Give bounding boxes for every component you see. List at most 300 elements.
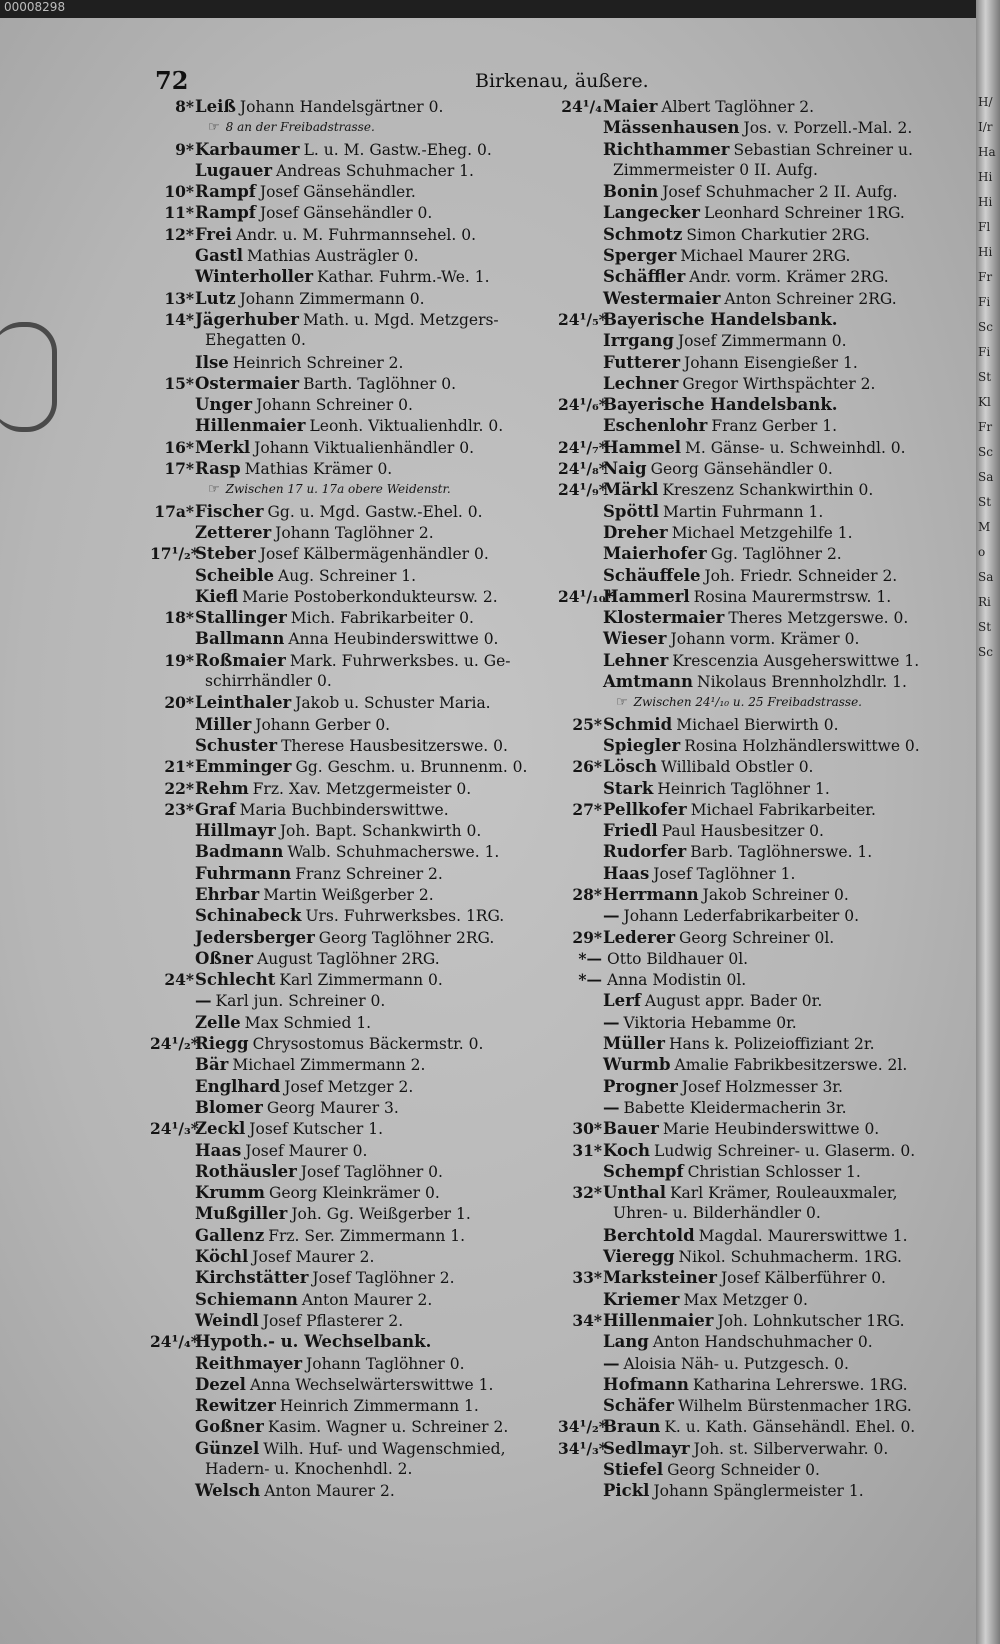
resident-details: Amalie Fabrikbesitzerswe. 2l. [674, 1056, 908, 1075]
house-number: 24¹/₈* [558, 459, 607, 479]
note-text: Zwischen 17 u. 17a obere Weidenstr. [225, 482, 451, 497]
surname: Kiefl [195, 586, 239, 606]
surname: Hofmann [603, 1374, 689, 1394]
surname: Leinthaler [195, 693, 292, 713]
resident-details: Joh. Lohnkutscher 1RG. [717, 1311, 905, 1330]
surname: — [603, 1012, 620, 1032]
directory-entry [558, 373, 946, 394]
directory-entry [558, 1076, 946, 1097]
surname: Rasp [195, 459, 241, 479]
resident-details: August appr. Bader 0r. [644, 992, 823, 1011]
resident-details: Kreszenz Schankwirthin 0. [662, 481, 874, 500]
directory-entry [558, 543, 946, 564]
surname: Lutz [195, 288, 236, 308]
resident-details: Josef Pflasterer 2. [262, 1311, 404, 1330]
resident-details: Willibald Obstler 0. [660, 758, 814, 777]
house-number: 24¹/₅* [558, 309, 607, 329]
surname: Bonin [603, 182, 659, 202]
resident-details: Max Metzger 0. [683, 1290, 808, 1309]
resident-details: Hans k. Polizeioffiziant 2r. [669, 1035, 875, 1054]
surname: Märkl [603, 480, 659, 500]
resident-details: Andr. vorm. Krämer 2RG. [689, 268, 889, 287]
resident-details: Joh. Gg. Weißgerber 1. [291, 1205, 471, 1224]
directory-entry [150, 437, 545, 458]
resident-details: Mark. Fuhrwerksbes. u. Ge- [289, 651, 511, 670]
surname: Sperger [603, 246, 677, 266]
resident-details: Andr. u. M. Fuhrmannsehel. 0. [235, 225, 477, 244]
surname: Müller [603, 1034, 665, 1054]
surname: Mässenhausen [603, 118, 740, 138]
directory-entry [150, 1118, 545, 1139]
resident-details: Ludwig Schreiner- u. Glaserm. 0. [654, 1141, 916, 1160]
surname: Bär [195, 1055, 229, 1075]
resident-details: Anton Handschuhmacher 0. [652, 1333, 873, 1352]
directory-entry [150, 352, 545, 373]
house-number: 9* [175, 139, 194, 159]
surname: Spiegler [603, 735, 681, 755]
resident-details: Paul Hausbesitzer 0. [661, 822, 824, 841]
resident-details: Marie Heubinderswittwe 0. [662, 1120, 880, 1139]
adjacent-page-text: H/ I/r Ha Hi Hi Fl Hi Fr Fi Sc Fi St Kl Fr Sc Sa St Mo Sa Ri St Sc [978, 95, 996, 659]
surname: Koch [603, 1140, 651, 1160]
resident-details: Josef Maurer 0. [245, 1141, 368, 1160]
surname: Winterholler [195, 267, 314, 287]
resident-details: Kathar. Fuhrm.-We. 1. [317, 268, 490, 287]
surname: Schempf [603, 1161, 684, 1181]
directory-entry [558, 799, 946, 820]
street-note [150, 479, 545, 500]
directory-entry [150, 1374, 545, 1395]
house-number: 24¹/₂* [150, 1034, 199, 1054]
directory-entry [558, 266, 946, 287]
directory-entry [558, 820, 946, 841]
directory-entry [150, 927, 545, 948]
directory-entry [150, 288, 545, 309]
resident-details: Heinrich Schreiner 2. [232, 353, 404, 372]
house-number: 24¹/₄* [150, 1332, 199, 1352]
directory-entry [150, 586, 545, 607]
house-number: 25* [572, 714, 602, 734]
directory-entry [150, 841, 545, 862]
house-number: 29* [572, 927, 602, 947]
directory-entry [150, 1246, 545, 1267]
resident-details: Katharina Lehrerswe. 1RG. [692, 1375, 908, 1394]
directory-entry [150, 394, 545, 415]
surname: Rampf [195, 203, 256, 223]
directory-entry [558, 1289, 946, 1310]
directory-entry [558, 1182, 946, 1203]
directory-entry [558, 309, 946, 330]
surname: Eschenlohr [603, 416, 708, 436]
surname: Richthammer [603, 139, 730, 159]
resident-details: Sebastian Schreiner u. [733, 140, 913, 159]
directory-entry [558, 1012, 946, 1033]
pointing-hand-icon: ☞ [208, 482, 220, 498]
directory-entry [558, 1267, 946, 1288]
surname: Dreher [603, 522, 668, 542]
resident-details: Joh. Friedr. Schneider 2. [704, 566, 898, 585]
surname: Irrgang [603, 331, 674, 351]
resident-details: Johann Viktualienhändler 0. [254, 438, 474, 457]
directory-entry [150, 181, 545, 202]
directory-entry [558, 1140, 946, 1161]
surname: Kirchstätter [195, 1268, 309, 1288]
entry-continuation: Ehegatten 0. [205, 331, 306, 350]
resident-details: Viktoria Hebamme 0r. [623, 1013, 797, 1032]
scan-id: 00008298 [4, 0, 66, 14]
resident-details: Georg Gänsehändler 0. [650, 460, 833, 479]
house-number: *— [578, 948, 602, 968]
house-number: 17¹/₂* [150, 544, 199, 564]
surname: Riegg [195, 1034, 249, 1054]
resident-details: Gg. Taglöhner 2. [710, 545, 842, 564]
resident-details: Johann Taglöhner 2. [275, 523, 434, 542]
resident-details: Leonh. Viktualienhdlr. 0. [309, 417, 504, 436]
surname: Zetterer [195, 522, 272, 542]
directory-entry [558, 415, 946, 436]
resident-details: Karl jun. Schreiner 0. [215, 992, 386, 1011]
directory-entry [150, 415, 545, 436]
note-text: 8 an der Freibadstrasse. [225, 120, 375, 135]
surname: Langecker [603, 203, 700, 223]
house-number: 28* [572, 884, 602, 904]
resident-details: Heinrich Zimmermann 1. [279, 1397, 479, 1416]
house-number: 34¹/₂* [558, 1417, 607, 1437]
directory-entry [558, 586, 946, 607]
surname: Dezel [195, 1374, 246, 1394]
directory-entry [558, 884, 946, 905]
directory-entry [150, 650, 545, 671]
surname: Stiefel [603, 1460, 664, 1479]
directory-entry [150, 522, 545, 543]
surname: Klostermaier [603, 608, 725, 628]
directory-entry [558, 927, 946, 948]
surname: Schlecht [195, 970, 276, 990]
resident-details: Johann Gerber 0. [255, 715, 391, 734]
directory-entry [150, 266, 545, 287]
surname: Englhard [195, 1076, 281, 1096]
surname: Wieser [603, 629, 667, 649]
surname: Schmid [603, 714, 673, 734]
house-number: 14* [164, 309, 194, 329]
surname: Bayerische Handelsbank. [603, 309, 838, 329]
resident-details: Karl Zimmermann 0. [279, 971, 443, 990]
surname: Emminger [195, 757, 292, 777]
directory-entry [150, 948, 545, 969]
house-number: 17* [164, 459, 194, 479]
house-number: 24¹/₉* [558, 480, 607, 500]
surname: Lerf [603, 991, 641, 1011]
surname: Haas [195, 1140, 242, 1160]
house-number: 17a* [154, 501, 194, 521]
surname: Rudorfer [603, 842, 687, 862]
surname: Krumm [195, 1183, 265, 1203]
surname: Rehm [195, 778, 249, 798]
left-column [150, 96, 545, 1502]
directory-entry [150, 501, 545, 522]
directory-entry [150, 1140, 545, 1161]
surname: Hammerl [603, 586, 690, 606]
resident-details: Max Schmied 1. [244, 1013, 372, 1032]
surname: Karbaumer [195, 139, 300, 159]
resident-details: Johann Handelsgärtner 0. [239, 98, 444, 116]
directory-entry [150, 373, 545, 394]
surname: Schuster [195, 735, 278, 755]
resident-details: Therese Hausbesitzerswe. 0. [281, 736, 508, 755]
directory-entry [558, 969, 946, 990]
surname: Goßner [195, 1417, 264, 1437]
directory-entry [150, 1289, 545, 1310]
surname: Naig [603, 459, 647, 479]
surname: Progner [603, 1076, 678, 1096]
surname: Maier [603, 97, 658, 116]
house-number: 30* [572, 1119, 602, 1139]
surname: — [603, 906, 620, 926]
resident-details: Jos. v. Porzell.-Mal. 2. [743, 119, 913, 138]
top-border [0, 0, 1000, 18]
directory-entry [558, 437, 946, 458]
surname: Kriemer [603, 1289, 680, 1309]
resident-details: K. u. Kath. Gänsehändl. Ehel. 0. [664, 1418, 916, 1437]
directory-entry [150, 245, 545, 266]
directory-entry [558, 352, 946, 373]
resident-details: Martin Fuhrmann 1. [662, 502, 824, 521]
resident-details: Andreas Schuhmacher 1. [276, 161, 474, 180]
surname: Ballmann [195, 629, 285, 649]
surname: Berchtold [603, 1225, 695, 1245]
surname: Futterer [603, 352, 681, 372]
directory-entry [558, 1246, 946, 1267]
resident-details: Michael Bierwirth 0. [676, 715, 839, 734]
surname: Maierhofer [603, 544, 707, 564]
surname: Schäuffele [603, 565, 701, 585]
resident-details: Walb. Schuhmacherswe. 1. [287, 843, 500, 862]
surname: Zelle [195, 1012, 241, 1032]
directory-entry [150, 714, 545, 735]
directory-entry [558, 1161, 946, 1182]
resident-details: Michael Zimmermann 2. [232, 1056, 426, 1075]
resident-details: Franz Gerber 1. [711, 417, 838, 436]
directory-entry [558, 1331, 946, 1352]
directory-entry [150, 1267, 545, 1288]
surname: Blomer [195, 1097, 263, 1117]
resident-details: Nikolaus Brennholzhdlr. 1. [697, 673, 907, 692]
resident-details: Theres Metzgerswe. 0. [728, 609, 909, 628]
resident-details: Mathias Austrägler 0. [246, 247, 419, 266]
directory-entry [150, 1097, 545, 1118]
resident-details: Josef Gänsehändler 0. [259, 204, 433, 223]
directory-entry [558, 565, 946, 586]
directory-entry [150, 1353, 545, 1374]
surname: Haas [603, 863, 650, 883]
resident-details: Heinrich Taglöhner 1. [657, 779, 830, 798]
directory-entry [150, 1076, 545, 1097]
resident-details: Chrysostomus Bäckermstr. 0. [252, 1035, 484, 1054]
directory-entry [150, 778, 545, 799]
surname: Friedl [603, 821, 658, 841]
directory-entry [150, 905, 545, 926]
resident-details: Rosina Maurermstrsw. 1. [693, 587, 892, 606]
surname: Vieregg [603, 1247, 675, 1267]
directory-entry [150, 96, 545, 117]
resident-details: Josef Kutscher 1. [249, 1120, 383, 1139]
surname: Badmann [195, 842, 284, 862]
resident-details: Aloisia Näh- u. Putzgesch. 0. [623, 1354, 849, 1373]
directory-entry [558, 841, 946, 862]
resident-details: M. Gänse- u. Schweinhdl. 0. [684, 438, 906, 457]
directory-entry [150, 820, 545, 841]
surname: Stallinger [195, 608, 287, 628]
resident-details: Josef Holzmesser 3r. [681, 1077, 843, 1096]
surname: Scheible [195, 565, 275, 585]
binding-hole [0, 322, 57, 432]
resident-details: Jakob u. Schuster Maria. [295, 694, 491, 713]
directory-entry [150, 1310, 545, 1331]
house-number: 20* [164, 693, 194, 713]
resident-details: Babette Kleidermacherin 3r. [623, 1098, 847, 1117]
house-number: 8* [175, 97, 194, 116]
directory-entry [150, 565, 545, 586]
surname: Zeckl [195, 1119, 246, 1139]
resident-details: Franz Schreiner 2. [295, 864, 443, 883]
directory-entry [558, 671, 946, 692]
surname: Lugauer [195, 160, 273, 180]
resident-details: Anna Modistin 0l. [607, 971, 747, 990]
directory-entry [558, 905, 946, 926]
resident-details: L. u. M. Gastw.-Eheg. 0. [303, 140, 492, 159]
surname: Jägerhuber [195, 309, 299, 329]
note-text: Zwischen 24¹/₁₀ u. 25 Freibadstrasse. [633, 695, 862, 710]
directory-entry [558, 650, 946, 671]
surname: Mußgiller [195, 1204, 288, 1224]
house-number: 10* [164, 182, 194, 202]
resident-details: Anton Maurer 2. [264, 1482, 395, 1501]
house-number: 24¹/₁₀* [558, 586, 614, 606]
surname: Pickl [603, 1481, 650, 1501]
house-number: 33* [572, 1268, 602, 1288]
surname: Oßner [195, 948, 254, 968]
surname: — [603, 1097, 620, 1117]
directory-entry [150, 458, 545, 479]
surname: Ostermaier [195, 373, 300, 393]
directory-entry [150, 1012, 545, 1033]
resident-details: Josef Taglöhner 0. [300, 1162, 443, 1181]
resident-details: Gg. Geschm. u. Brunnenm. 0. [295, 758, 528, 777]
surname: Schäffler [603, 267, 686, 287]
entry-continuation: Zimmermeister 0 II. Aufg. [613, 160, 818, 179]
directory-entry [558, 1225, 946, 1246]
surname: Lederer [603, 927, 676, 947]
resident-details: Georg Taglöhner 2RG. [318, 928, 495, 947]
directory-entry [558, 1353, 946, 1374]
resident-details: Josef Schuhmacher 2 II. Aufg. [662, 183, 898, 202]
entry-continuation: schirrhändler 0. [205, 672, 332, 691]
house-number: 11* [164, 203, 194, 223]
surname: Spöttl [603, 501, 659, 521]
directory-entry [150, 1395, 545, 1416]
resident-details: Christian Schlosser 1. [687, 1162, 861, 1181]
surname: Rewitzer [195, 1396, 276, 1416]
resident-details: Magdal. Maurerswittwe 1. [698, 1226, 908, 1245]
surname: Rampf [195, 182, 256, 202]
resident-details: Karl Krämer, Rouleauxmaler, [669, 1184, 898, 1203]
surname: Lechner [603, 373, 679, 393]
resident-details: Simon Charkutier 2RG. [686, 225, 870, 244]
directory-entry [558, 756, 946, 777]
directory-entry [558, 948, 946, 969]
surname: Hillenmaier [603, 1310, 714, 1330]
surname: Pellkofer [603, 799, 687, 819]
directory-entry [558, 330, 946, 351]
resident-details: Gregor Wirthspächter 2. [682, 374, 876, 393]
resident-details: Barb. Taglöhnerswe. 1. [690, 843, 873, 862]
surname: Graf [195, 799, 236, 819]
directory-entry [558, 288, 946, 309]
resident-details: Josef Zimmermann 0. [677, 332, 847, 351]
resident-details: Johann Eisengießer 1. [684, 353, 858, 372]
surname: Fischer [195, 501, 264, 521]
resident-details: Anton Maurer 2. [301, 1290, 433, 1309]
surname: Stark [603, 778, 654, 798]
surname: Bayerische Handelsbank. [603, 395, 838, 415]
resident-details: Josef Taglöhner 2. [312, 1269, 455, 1288]
directory-entry [558, 628, 946, 649]
directory-entry [558, 224, 946, 245]
resident-details: Urs. Fuhrwerksbes. 1RG. [305, 907, 505, 926]
directory-entry [150, 1331, 545, 1352]
house-number: 19* [164, 650, 194, 670]
directory-entry [150, 1438, 545, 1459]
resident-details: Wilhelm Bürstenmacher 1RG. [677, 1397, 912, 1416]
directory-entry [558, 522, 946, 543]
page-number: 72 [155, 66, 189, 95]
street-note [150, 117, 545, 138]
surname: Schinabeck [195, 906, 302, 926]
house-number: 22* [164, 778, 194, 798]
resident-details: Michael Metzgehilfe 1. [671, 523, 853, 542]
directory-entry [558, 1097, 946, 1118]
resident-details: Gg. u. Mgd. Gastw.-Ehel. 0. [267, 502, 483, 521]
house-number: 24* [164, 970, 194, 990]
surname: Lehner [603, 650, 669, 670]
house-number: *— [578, 970, 602, 990]
page-title: Birkenau, äußere. [475, 70, 649, 92]
resident-details: Rosina Holzhändlerswittwe 0. [684, 736, 920, 755]
surname: Wurmb [603, 1055, 671, 1075]
resident-details: Josef Kälbermägenhändler 0. [259, 545, 489, 564]
directory-entry [150, 1480, 545, 1501]
surname: Unger [195, 395, 253, 415]
resident-details: Frz. Ser. Zimmermann 1. [268, 1226, 466, 1245]
resident-details: Anna Heubinderswittwe 0. [288, 630, 499, 649]
directory-entry [150, 1161, 545, 1182]
directory-entry [150, 160, 545, 181]
directory-entry [558, 990, 946, 1011]
surname: Bauer [603, 1119, 659, 1139]
surname: Frei [195, 224, 232, 244]
resident-details: Georg Schneider 0. [667, 1461, 820, 1479]
directory-entry [150, 543, 545, 564]
resident-details: Kasim. Wagner u. Schreiner 2. [267, 1418, 509, 1437]
surname: Westermaier [603, 288, 721, 308]
directory-entry [558, 245, 946, 266]
house-number: 18* [164, 608, 194, 628]
resident-details: Josef Metzger 2. [284, 1077, 414, 1096]
house-number: 24¹/₄ [561, 97, 602, 116]
resident-details: Johann Spänglermeister 1. [653, 1482, 864, 1501]
directory-entry [150, 224, 545, 245]
resident-details: Aug. Schreiner 1. [278, 566, 417, 585]
